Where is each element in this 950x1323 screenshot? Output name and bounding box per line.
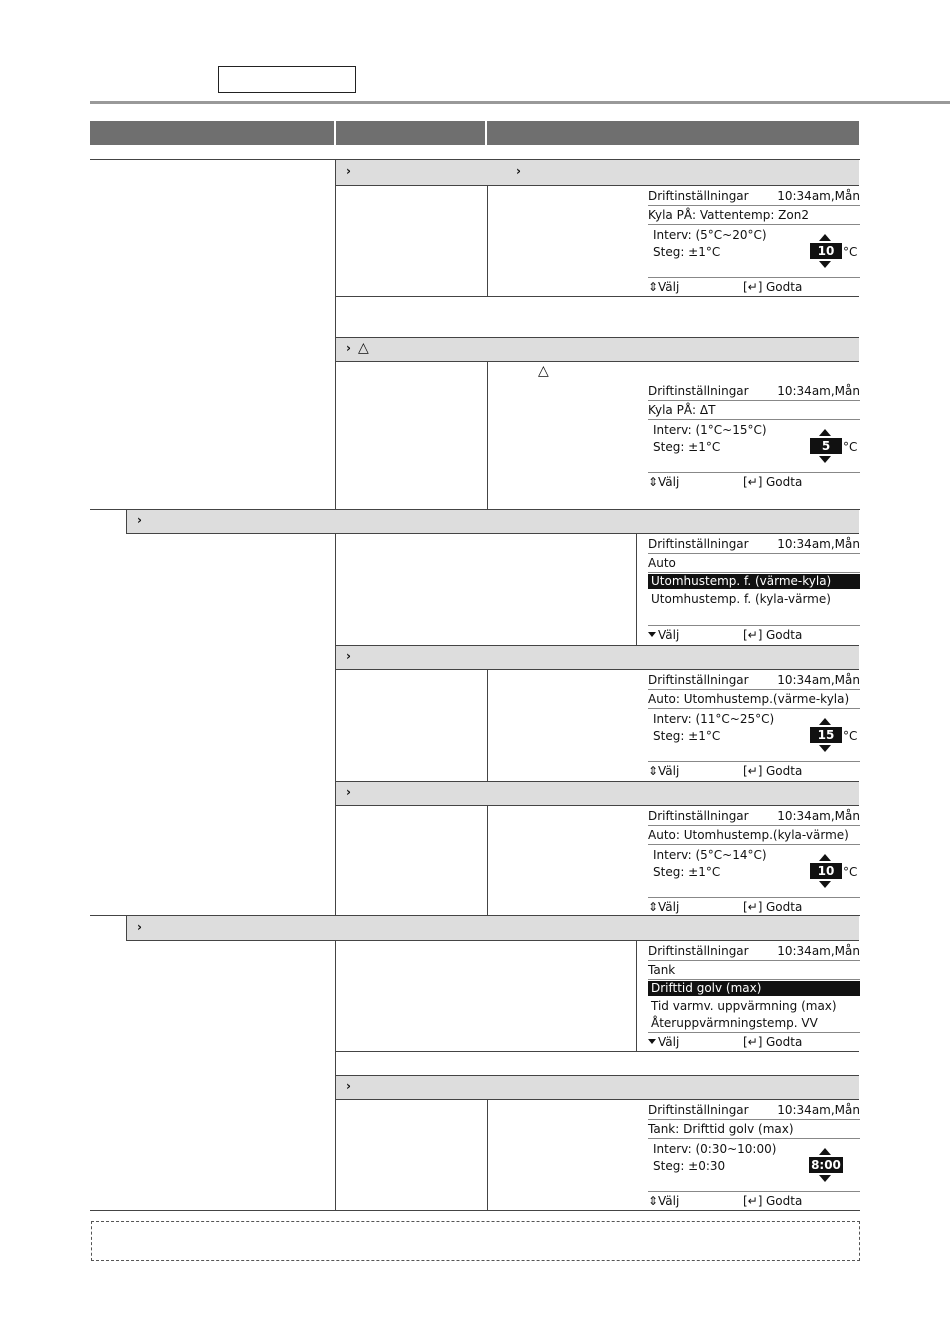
subheader-band (336, 645, 859, 669)
confirm-label: Godta (766, 764, 803, 778)
lcd-screen (648, 1101, 860, 1209)
value-box: 8:00 (809, 1157, 843, 1173)
lcd-screen (648, 671, 860, 779)
enter-icon: [↵] (743, 628, 763, 642)
column-divider (487, 805, 488, 915)
chevron-right-icon: › (137, 920, 142, 934)
step-text: Steg: ±1°C (653, 440, 721, 454)
divider (336, 361, 859, 362)
value-box: 5 (810, 438, 842, 454)
range-text: Interv: (5°C~14°C) (653, 848, 767, 862)
top-rule (90, 101, 950, 104)
confirm-label: Godta (766, 628, 803, 642)
updown-icon: ⇕ (648, 900, 659, 914)
confirm-label: Godta (766, 900, 803, 914)
arrow-down-icon (819, 456, 831, 463)
divider (336, 645, 859, 646)
unit-label: °C (843, 245, 858, 259)
enter-icon: [↵] (743, 764, 763, 778)
value-box: 10 (810, 863, 842, 879)
confirm-label: Godta (766, 1194, 803, 1208)
select-label: Välj (658, 475, 680, 489)
menu-option[interactable]: Tid varmv. uppvärmning (max) (651, 999, 837, 1013)
lcd-screen (648, 187, 860, 297)
arrow-up-icon (819, 1148, 831, 1155)
column-divider (487, 669, 488, 781)
divider (336, 337, 859, 338)
range-text: Interv: (1°C~15°C) (653, 423, 767, 437)
unit-label: °C (843, 729, 858, 743)
screen-heading: Tank (648, 963, 676, 977)
column-divider (335, 940, 336, 1210)
enter-icon: [↵] (743, 1194, 763, 1208)
divider (90, 1210, 860, 1211)
updown-icon: ⇕ (648, 1194, 659, 1208)
arrow-down-icon (819, 881, 831, 888)
divider (127, 533, 859, 534)
column-divider (636, 940, 637, 1051)
table-header-col2 (336, 121, 485, 145)
screen-title: Driftinställningar (648, 537, 749, 551)
select-label: Välj (658, 900, 680, 914)
screen-title: Driftinställningar (648, 809, 749, 823)
range-text: Interv: (0:30~10:00) (653, 1142, 777, 1156)
divider (336, 669, 859, 670)
arrow-down-icon (819, 745, 831, 752)
select-label: Välj (658, 1035, 680, 1049)
select-label: Välj (658, 764, 680, 778)
header-label-box (218, 66, 356, 93)
screen-heading: Auto: Utomhustemp.(kyla-värme) (648, 828, 849, 842)
screen-heading: Kyla PÅ: ΔT (648, 403, 716, 417)
subheader-band (336, 337, 859, 361)
unit-label: °C (843, 440, 858, 454)
subheader-band (336, 160, 859, 185)
lcd-screen (648, 807, 860, 915)
range-text: Interv: (5°C~20°C) (653, 228, 767, 242)
enter-icon: [↵] (743, 900, 763, 914)
column-divider (126, 916, 127, 941)
screen-time: 10:34am,Mån (777, 809, 860, 823)
screen-time: 10:34am,Mån (777, 189, 860, 203)
delta-triangle-icon: △ (538, 363, 549, 379)
delta-triangle-icon: △ (358, 340, 369, 356)
unit-label: °C (843, 865, 858, 879)
divider (336, 781, 859, 782)
column-divider (487, 1099, 488, 1210)
screen-time: 10:34am,Mån (777, 384, 860, 398)
range-text: Interv: (11°C~25°C) (653, 712, 775, 726)
screen-time: 10:34am,Mån (777, 944, 860, 958)
table-header-col3 (487, 121, 859, 145)
screen-title: Driftinställningar (648, 673, 749, 687)
screen-title: Driftinställningar (648, 944, 749, 958)
value-box: 10 (810, 243, 842, 259)
chevron-right-icon: › (346, 341, 351, 355)
screen-time: 10:34am,Mån (777, 537, 860, 551)
column-divider (487, 185, 488, 296)
chevron-right-icon: › (137, 513, 142, 527)
menu-option-selected[interactable]: Drifttid golv (max) (648, 981, 860, 996)
menu-option[interactable]: Utomhustemp. f. (kyla-värme) (651, 592, 831, 606)
table-header-col1 (90, 121, 334, 145)
arrow-up-icon (819, 234, 831, 241)
column-divider (335, 160, 336, 509)
confirm-label: Godta (766, 280, 803, 294)
menu-option-selected[interactable]: Utomhustemp. f. (värme-kyla) (648, 574, 860, 589)
chevron-right-icon: › (516, 164, 521, 178)
divider (336, 805, 859, 806)
updown-icon: ⇕ (648, 764, 659, 778)
divider (336, 1051, 859, 1052)
enter-icon: [↵] (743, 280, 763, 294)
value-box: 15 (810, 727, 842, 743)
screen-heading: Auto: Utomhustemp.(värme-kyla) (648, 692, 850, 706)
screen-heading: Tank: Drifttid golv (max) (648, 1122, 794, 1136)
column-divider (636, 533, 637, 645)
chevron-right-icon: › (346, 785, 351, 799)
arrow-down-icon (648, 1039, 656, 1044)
chevron-right-icon: › (346, 1079, 351, 1093)
arrow-down-icon (819, 261, 831, 268)
screen-title: Driftinställningar (648, 189, 749, 203)
updown-icon: ⇕ (648, 475, 659, 489)
screen-time: 10:34am,Mån (777, 673, 860, 687)
updown-icon: ⇕ (648, 280, 659, 294)
chevron-right-icon: › (346, 649, 351, 663)
divider (336, 1075, 859, 1076)
lcd-screen (648, 943, 860, 1051)
step-text: Steg: ±1°C (653, 865, 721, 879)
arrow-up-icon (819, 718, 831, 725)
column-divider (487, 361, 488, 509)
divider (336, 185, 859, 186)
step-text: Steg: ±1°C (653, 245, 721, 259)
column-divider (126, 510, 127, 534)
step-text: Steg: ±0:30 (653, 1159, 726, 1173)
lcd-screen (648, 382, 860, 492)
arrow-down-icon (648, 632, 656, 637)
enter-icon: [↵] (743, 1035, 763, 1049)
step-text: Steg: ±1°C (653, 729, 721, 743)
lcd-screen (648, 536, 860, 644)
screen-title: Driftinställningar (648, 384, 749, 398)
column-divider (335, 533, 336, 915)
screen-heading: Kyla PÅ: Vattentemp: Zon2 (648, 208, 809, 222)
subheader-band (127, 510, 859, 533)
note-box (91, 1221, 860, 1261)
confirm-label: Godta (766, 475, 803, 489)
subheader-band (336, 781, 859, 805)
screen-title: Driftinställningar (648, 1103, 749, 1117)
confirm-label: Godta (766, 1035, 803, 1049)
divider (127, 940, 859, 941)
select-label: Välj (658, 628, 680, 642)
select-label: Välj (658, 1194, 680, 1208)
select-label: Välj (658, 280, 680, 294)
subheader-band (336, 1075, 859, 1099)
subheader-band (127, 916, 859, 940)
screen-heading: Auto (648, 556, 676, 570)
menu-option[interactable]: Återuppvärmningstemp. VV (651, 1016, 818, 1030)
chevron-right-icon: › (346, 164, 351, 178)
arrow-up-icon (819, 854, 831, 861)
enter-icon: [↵] (743, 475, 763, 489)
screen-time: 10:34am,Mån (777, 1103, 860, 1117)
arrow-up-icon (819, 429, 831, 436)
arrow-down-icon (819, 1175, 831, 1182)
divider (336, 1099, 859, 1100)
